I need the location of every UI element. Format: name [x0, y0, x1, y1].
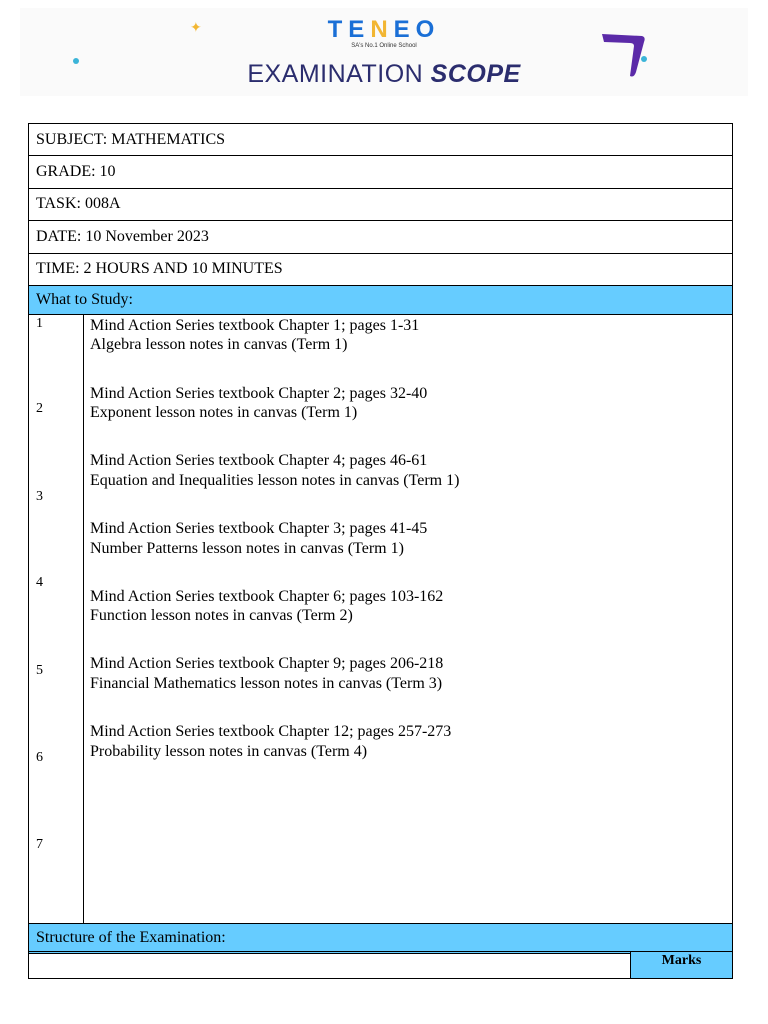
item-number: 5 [36, 662, 43, 678]
study-item-notes: Equation and Inequalities lesson notes in canvas (Term 1) [90, 471, 460, 489]
grade-field: GRADE: 10 [29, 156, 733, 188]
study-item [90, 384, 732, 452]
study-item-notes: Exponent lesson notes in canvas (Term 1) [90, 404, 358, 422]
study-item-notes: Financial Mathematics lesson notes in canvas (Term 3) [90, 674, 443, 692]
study-item-resource: Mind Action Series textbook Chapter 9; pages 206-218 [90, 655, 444, 673]
item-number: 1 [36, 315, 43, 331]
header-banner [20, 8, 748, 96]
marks-header: Marks [631, 952, 733, 979]
study-item [90, 587, 732, 655]
brand-tagline: SA's No.1 Online School [351, 43, 417, 49]
study-item-resource: Mind Action Series textbook Chapter 6; pages 103-162 [90, 587, 444, 605]
item-number: 3 [36, 488, 43, 504]
structure-table [28, 951, 733, 979]
time-field: TIME: 2 HOURS AND 10 MINUTES [29, 253, 733, 285]
task-field: TASK: 008A [29, 188, 733, 220]
study-item-notes: Algebra lesson notes in canvas (Term 1) [90, 336, 348, 354]
page-title: EXAMINATION SCOPE [247, 60, 521, 88]
item-number: 4 [36, 574, 43, 590]
study-item [90, 451, 732, 519]
study-item-resource: Mind Action Series textbook Chapter 12; pages 257-273 [90, 723, 452, 741]
study-items [84, 314, 733, 923]
study-item-notes: Probability lesson notes in canvas (Term 4) [90, 742, 368, 760]
study-item [90, 722, 732, 790]
study-item-notes: Function lesson notes in canvas (Term 2) [90, 607, 353, 625]
study-item-resource: Mind Action Series textbook Chapter 3; pages 41-45 [90, 520, 428, 538]
study-item-notes: Number Patterns lesson notes in canvas (Term 1) [90, 539, 404, 557]
subject-field: SUBJECT: MATHEMATICS [29, 124, 733, 156]
sparkle-icon: ✦ [190, 20, 202, 36]
item-number: 2 [36, 400, 43, 416]
structure-section-cell [29, 952, 631, 979]
study-item-resource: Mind Action Series textbook Chapter 1; pages 1-31 [90, 316, 420, 334]
date-field: DATE: 10 November 2023 [29, 221, 733, 253]
scope-table [28, 123, 733, 954]
brand-logo: TENEO [327, 16, 441, 43]
study-item [90, 316, 732, 384]
item-number-column [29, 314, 84, 923]
study-item [90, 654, 732, 722]
study-item-resource: Mind Action Series textbook Chapter 4; pages 46-61 [90, 452, 428, 470]
item-number: 6 [36, 749, 43, 765]
study-heading: What to Study: [29, 285, 733, 314]
item-number: 7 [36, 836, 43, 852]
structure-heading: Structure of the Examination: [29, 923, 733, 953]
study-item-resource: Mind Action Series textbook Chapter 2; pages 32-40 [90, 384, 428, 402]
seven-logo-icon [600, 32, 650, 80]
study-item [90, 519, 732, 587]
